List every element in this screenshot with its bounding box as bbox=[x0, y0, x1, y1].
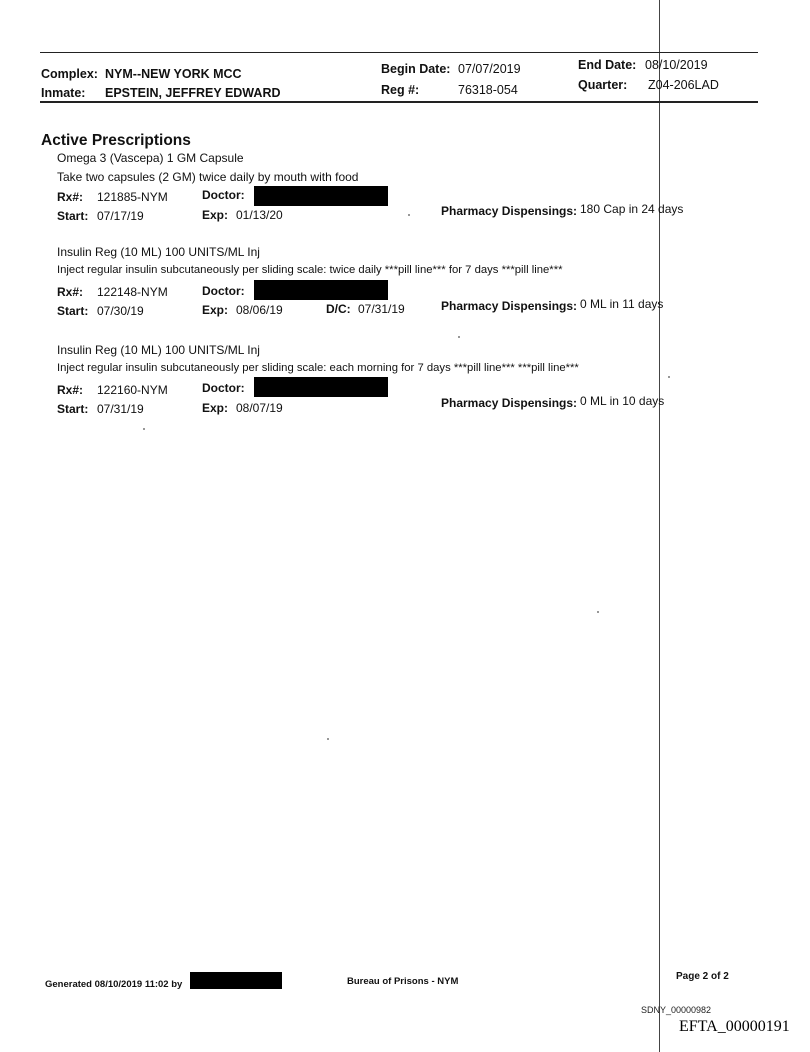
doctor-label: Doctor: bbox=[202, 284, 245, 298]
exp-label: Exp: bbox=[202, 303, 229, 317]
rx-name: Insulin Reg (10 ML) 100 UNITS/ML Inj bbox=[57, 343, 260, 357]
rx-name: Insulin Reg (10 ML) 100 UNITS/ML Inj bbox=[57, 245, 260, 259]
rx-number-label: Rx#: bbox=[57, 190, 84, 204]
begin-date-value: 07/07/2019 bbox=[458, 62, 521, 76]
scan-speck bbox=[458, 336, 460, 338]
start-date: 07/31/19 bbox=[97, 402, 144, 416]
rx-name: Omega 3 (Vascepa) 1 GM Capsule bbox=[57, 151, 244, 165]
redaction-box bbox=[254, 377, 388, 397]
start-label: Start: bbox=[57, 209, 89, 223]
header-bottom-rule bbox=[40, 101, 758, 103]
redaction-box bbox=[254, 280, 388, 300]
rx-number-label: Rx#: bbox=[57, 285, 84, 299]
rx-number: 121885-NYM bbox=[97, 190, 168, 204]
bates-efta: EFTA_00000191 bbox=[679, 1018, 790, 1035]
scan-speck bbox=[668, 376, 670, 378]
start-date: 07/30/19 bbox=[97, 304, 144, 318]
complex-value: NYM--NEW YORK MCC bbox=[105, 67, 242, 81]
pharmacy-dispensings-value: 0 ML in 11 days bbox=[580, 297, 664, 311]
exp-date: 08/07/19 bbox=[236, 401, 283, 415]
quarter-label: Quarter: bbox=[578, 78, 628, 92]
redaction-box bbox=[254, 186, 388, 206]
exp-date: 08/06/19 bbox=[236, 303, 283, 317]
generated-by: Generated 08/10/2019 11:02 by bbox=[45, 979, 183, 990]
exp-label: Exp: bbox=[202, 401, 229, 415]
scan-line bbox=[659, 0, 660, 1052]
header-top-rule bbox=[40, 52, 758, 53]
pharmacy-dispensings-value: 0 ML in 10 days bbox=[580, 394, 665, 408]
end-date-label: End Date: bbox=[578, 58, 637, 72]
exp-date: 01/13/20 bbox=[236, 208, 283, 222]
page-number: Page 2 of 2 bbox=[676, 971, 729, 982]
rx-number: 122148-NYM bbox=[97, 285, 168, 299]
complex-label: Complex: bbox=[41, 67, 98, 81]
start-label: Start: bbox=[57, 402, 89, 416]
reg-value: 76318-054 bbox=[458, 83, 518, 97]
start-date: 07/17/19 bbox=[97, 209, 144, 223]
pharmacy-dispensings-label: Pharmacy Dispensings: bbox=[441, 204, 578, 218]
scan-speck bbox=[408, 214, 410, 216]
pharmacy-dispensings-value: 180 Cap in 24 days bbox=[580, 202, 684, 216]
inmate-label: Inmate: bbox=[41, 86, 86, 100]
doctor-label: Doctor: bbox=[202, 381, 245, 395]
begin-date-label: Begin Date: bbox=[381, 62, 451, 76]
dc-label: D/C: bbox=[326, 302, 351, 316]
pharmacy-dispensings-label: Pharmacy Dispensings: bbox=[441, 299, 578, 313]
rx-instructions: Take two capsules (2 GM) twice daily by mouth with food bbox=[57, 170, 359, 184]
rx-number-label: Rx#: bbox=[57, 383, 84, 397]
rx-instructions: Inject regular insulin subcutaneously per sliding scale: each morning for 7 days ***pill line*** ***pill line*** bbox=[57, 362, 579, 374]
exp-label: Exp: bbox=[202, 208, 229, 222]
reg-label: Reg #: bbox=[381, 83, 420, 97]
dc-date: 07/31/19 bbox=[358, 302, 405, 316]
rx-number: 122160-NYM bbox=[97, 383, 168, 397]
inmate-value: EPSTEIN, JEFFREY EDWARD bbox=[105, 86, 281, 100]
pharmacy-dispensings-label: Pharmacy Dispensings: bbox=[441, 396, 578, 410]
redaction-box bbox=[190, 972, 282, 989]
rx-instructions: Inject regular insulin subcutaneously per sliding scale: twice daily ***pill line*** for 7 days ***pill line*** bbox=[57, 264, 563, 276]
end-date-value: 08/10/2019 bbox=[645, 58, 708, 72]
scan-speck bbox=[597, 611, 599, 613]
quarter-value: Z04-206LAD bbox=[648, 78, 719, 92]
scan-speck bbox=[327, 738, 329, 740]
bates-sdny: SDNY_00000982 bbox=[641, 1005, 712, 1015]
bureau-label: Bureau of Prisons - NYM bbox=[347, 976, 459, 987]
start-label: Start: bbox=[57, 304, 89, 318]
doctor-label: Doctor: bbox=[202, 188, 245, 202]
section-title: Active Prescriptions bbox=[41, 132, 191, 149]
scan-speck bbox=[143, 428, 145, 430]
